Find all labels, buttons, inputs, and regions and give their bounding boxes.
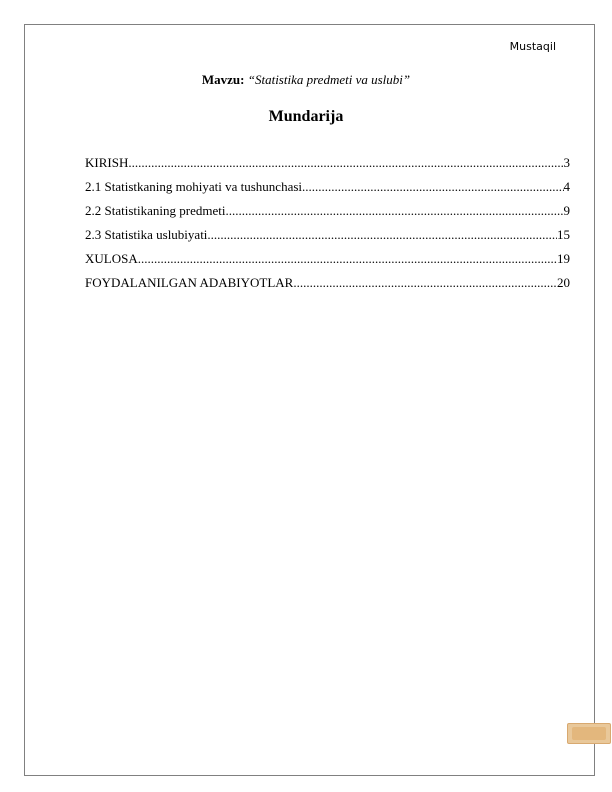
toc-entry-text: FOYDALANILGAN ADABIYOTLAR [85,275,294,290]
toc-entry-adabiyotlar[interactable] [85,275,570,299]
toc-title: Mundarija [268,108,344,125]
toc-entry-kirish[interactable] [85,155,570,179]
toc-entry-page: 20 [557,275,570,290]
toc-entry-page: 15 [557,227,570,242]
page-header: Mustaqil [509,40,556,53]
toc-leader-dots [207,227,557,243]
toc-entry-page: 4 [563,179,570,194]
toc-entry-xulosa[interactable] [85,251,570,275]
toc-entry-2-1[interactable] [85,179,570,203]
toc-leader-dots [138,251,557,267]
toc-entry-page: 9 [563,203,570,218]
toc-entry-text: KIRISH [85,155,129,170]
toc-entry-text: 2.2 Statistikaning predmeti [85,203,226,218]
toc-entry-text: 2.1 Statistkaning mohiyati va tushunchasi [85,179,303,194]
toc-leader-dots [225,203,563,219]
toc-entry-text: XULOSA [85,251,138,266]
toc-entry-2-3[interactable] [85,227,570,251]
subject-line [0,72,612,88]
toc-entry-text: 2.3 Statistika uslubiyati [85,227,208,242]
subject-title: “Statistika predmeti va uslubi” [247,72,411,87]
toc-leader-dots [302,179,563,195]
toc-leader-dots [293,275,557,291]
page-frame [24,24,595,776]
toc-entry-page: 19 [557,251,570,266]
toc-entry-page: 3 [563,155,570,170]
subject-label: Mavzu: [201,72,245,87]
toc-leader-dots [128,155,563,171]
table-of-contents [85,155,570,299]
page-number-tab [567,723,611,744]
toc-entry-2-2[interactable] [85,203,570,227]
